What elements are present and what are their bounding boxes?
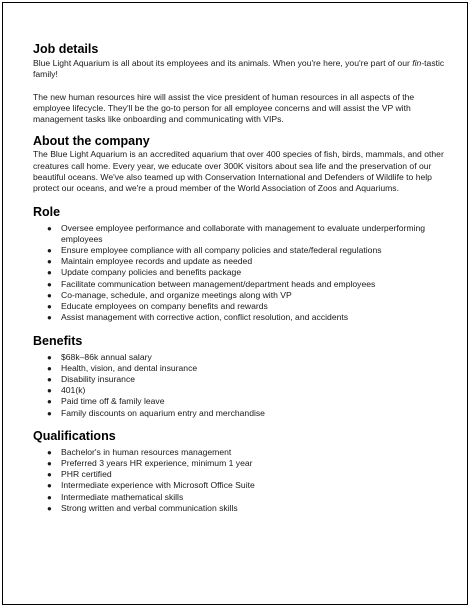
role-item	[33, 245, 445, 256]
qualification-item-text: Preferred 3 years HR experience, minimum 1 year	[61, 457, 253, 468]
bullet-icon: ●	[47, 352, 52, 362]
qualification-item-text: PHR certified	[61, 469, 112, 480]
role-item-text: Maintain employee records and update as needed	[61, 256, 253, 267]
role-list	[33, 223, 445, 324]
benefits-list	[33, 352, 445, 419]
qualification-item-text: Intermediate mathematical skills	[61, 491, 184, 502]
role-item-text: Assist management with corrective action, conflict resolution, and accidents	[61, 312, 349, 323]
bullet-icon: ●	[47, 503, 52, 513]
benefit-item-text: Disability insurance	[61, 373, 136, 384]
job-details-description: The new human resources hire will assist the vice president of human resources in all aspects of the employee lifecycle. They'll be the go-to person for all employee concerns and will assist the VP with management tasks like onboarding and communicating with VIPs.	[33, 91, 415, 125]
bullet-icon: ●	[47, 481, 52, 491]
role-item	[33, 223, 445, 245]
benefit-item	[33, 374, 445, 385]
bullet-icon: ●	[47, 386, 52, 396]
document-content	[33, 41, 445, 514]
role-item-text: Oversee employee performance and collaborate with management to evaluate underperforming employees	[61, 222, 426, 244]
benefit-item-text: 401(k)	[61, 385, 86, 396]
role-item-text: Educate employees on company benefits and rewards	[61, 301, 268, 312]
qualification-item	[33, 492, 445, 503]
bullet-icon: ●	[47, 313, 52, 323]
qualification-item-text: Strong written and verbal communication skills	[61, 502, 238, 513]
job-details-intro	[33, 58, 445, 81]
bullet-icon: ●	[47, 374, 52, 384]
bullet-icon: ●	[47, 397, 52, 407]
about-text: The Blue Light Aquarium is an accredited aquarium that over 400 species of fish, birds, mammals, and other creatures call home. Every year, we educate over 300K visitors about sea life and the preservation of our beautiful oceans. We've also teamed up with Conservation International and Defenders of Wildlife to help protect our oceans, and we're a proud member of the World Association of Zoos and Aquariums.	[33, 149, 444, 194]
bullet-icon: ●	[47, 408, 52, 418]
role-item	[33, 301, 445, 312]
benefit-item-text: Paid time off & family leave	[61, 396, 165, 407]
qualifications-list	[33, 447, 445, 514]
role-item-text: Ensure employee compliance with all company policies and state/federal regulations	[61, 245, 382, 256]
role-item	[33, 290, 445, 301]
bullet-icon: ●	[47, 223, 52, 233]
job-details-heading: Job details	[33, 42, 99, 56]
bullet-icon: ●	[47, 257, 52, 267]
benefits-heading: Benefits	[33, 333, 83, 348]
qualification-item	[33, 469, 445, 480]
qualification-item-text: Bachelor's in human resources management	[61, 446, 232, 457]
bullet-icon: ●	[47, 290, 52, 300]
job-details-intro-emphasis: fin	[412, 58, 422, 68]
qualification-item	[33, 458, 445, 469]
benefit-item	[33, 396, 445, 407]
qualification-item-text: Intermediate experience with Microsoft Office Suite	[61, 480, 255, 491]
qualifications-heading: Qualifications	[33, 428, 116, 443]
role-item-text: Update company policies and benefits package	[61, 267, 242, 278]
bullet-icon: ●	[47, 363, 52, 373]
bullet-icon: ●	[47, 279, 52, 289]
role-item	[33, 256, 445, 267]
job-details-intro-text-a: Blue Light Aquarium is all about its employees and its animals. When you're here, you're part of our	[33, 58, 413, 68]
role-item	[33, 312, 445, 323]
benefit-item	[33, 385, 445, 396]
benefit-item	[33, 363, 445, 374]
bullet-icon: ●	[47, 492, 52, 502]
qualification-item	[33, 447, 445, 458]
bullet-icon: ●	[47, 302, 52, 312]
about-heading: About the company	[33, 134, 150, 149]
benefit-item-text: Health, vision, and dental insurance	[61, 362, 198, 373]
bullet-icon: ●	[47, 246, 52, 256]
qualification-item	[33, 480, 445, 491]
role-item	[33, 279, 445, 290]
document-page	[2, 2, 468, 605]
role-item-text: Facilitate communication between management/department heads and employees	[61, 278, 376, 289]
benefit-item	[33, 408, 445, 419]
job-details-intro-text-b: -tastic family!	[33, 58, 445, 80]
benefit-item-text: $68k–86k annual salary	[61, 351, 152, 362]
role-heading: Role	[33, 204, 61, 219]
role-item-text: Co-manage, schedule, and organize meetings along with VP	[61, 289, 292, 300]
benefit-item-text: Family discounts on aquarium entry and merchandise	[61, 407, 265, 418]
bullet-icon: ●	[47, 458, 52, 468]
bullet-icon: ●	[47, 447, 52, 457]
bullet-icon: ●	[47, 470, 52, 480]
qualification-item	[33, 503, 445, 514]
benefit-item	[33, 352, 445, 363]
role-item	[33, 267, 445, 278]
bullet-icon: ●	[47, 268, 52, 278]
